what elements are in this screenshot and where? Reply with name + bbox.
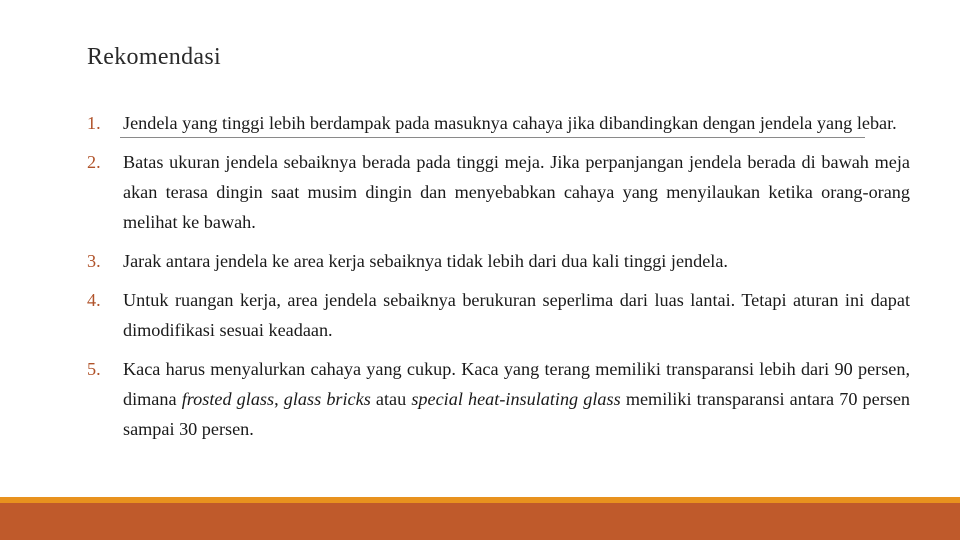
list-item bbox=[87, 147, 910, 237]
recommendation-list bbox=[87, 108, 910, 453]
list-number: 3. bbox=[87, 251, 101, 271]
list-item-text: Jarak antara jendela ke area kerja sebaiknya tidak lebih dari dua kali tinggi jendela. bbox=[123, 251, 728, 271]
italic-term-glass-bricks: glass bricks bbox=[283, 389, 371, 409]
italic-term-heat-insulating-glass: special heat-insulating glass bbox=[411, 389, 621, 409]
list-item-text bbox=[123, 359, 910, 439]
text-segment: Kaca harus menyalurkan cahaya yang cukup. Kaca yang terang memiliki transparansi lebih dari 90 persen, dimana bbox=[123, 359, 910, 409]
list-item bbox=[87, 354, 910, 444]
text-separator: atau bbox=[370, 389, 412, 409]
slide-title: Rekomendasi bbox=[87, 44, 221, 70]
list-number: 1. bbox=[87, 113, 101, 133]
list-item bbox=[87, 108, 910, 138]
text-separator: , bbox=[274, 389, 284, 409]
italic-term-frosted-glass: frosted glass bbox=[181, 389, 275, 409]
list-item-text: Batas ukuran jendela sebaiknya berada pada tinggi meja. Jika perpanjangan jendela berada di bawah meja akan terasa dingin saat musim dingin dan menyebabkan cahaya yang menyilaukan ketika orang-orang melihat ke bawah. bbox=[123, 152, 910, 232]
list-item bbox=[87, 285, 910, 345]
list-item-text: Jendela yang tinggi lebih berdampak pada masuknya cahaya jika dibandingkan dengan jendela yang lebar. bbox=[123, 113, 897, 133]
footer-bar bbox=[0, 503, 960, 540]
list-number: 4. bbox=[87, 290, 101, 310]
list-number: 2. bbox=[87, 152, 101, 172]
list-number: 5. bbox=[87, 359, 101, 379]
text-segment: memiliki transparansi antara 70 persen sampai 30 persen. bbox=[123, 389, 911, 439]
list-item bbox=[87, 246, 910, 276]
list-item-text: Untuk ruangan kerja, area jendela sebaiknya berukuran seperlima dari luas lantai. Tetapi aturan ini dapat dimodifikasi sesuai keadaan. bbox=[123, 290, 910, 340]
